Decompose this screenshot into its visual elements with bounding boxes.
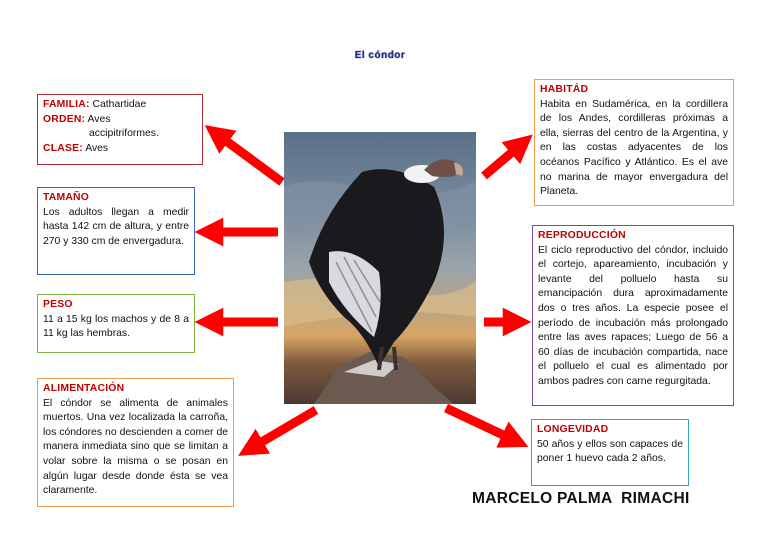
longevity-text: 50 años y ellos son capaces de poner 1 huevo cada 2 años. bbox=[537, 438, 683, 465]
arrow-to-alimentacion bbox=[248, 410, 316, 450]
clase-label: CLASE: bbox=[43, 142, 83, 154]
weight-text: 11 a 15 kg los machos y de 8 a 11 kg las hembras. bbox=[43, 313, 189, 340]
familia-value: Cathartidae bbox=[92, 99, 147, 110]
orden-line bbox=[43, 113, 197, 128]
condor-photo bbox=[284, 132, 476, 404]
clase-line bbox=[43, 142, 197, 157]
arrow-to-longevidad bbox=[446, 408, 518, 442]
orden-value-continued: accipitriformes. bbox=[89, 128, 159, 140]
habitat-box bbox=[534, 79, 734, 206]
size-box bbox=[37, 187, 195, 275]
orden-label: ORDEN: bbox=[43, 113, 86, 125]
author-name: MARCELO PALMA RIMACHI bbox=[472, 490, 690, 507]
orden-value: Aves bbox=[87, 113, 111, 125]
arrow-to-habitad bbox=[484, 142, 524, 176]
size-heading: TAMAÑO bbox=[43, 192, 90, 203]
poster-title: El cóndor bbox=[354, 50, 406, 61]
habitat-heading: HABITÁD bbox=[540, 84, 589, 95]
familia-line bbox=[43, 98, 197, 113]
size-text: Los adultos llegan a medir hasta 142 cm de altura, y entre 270 y 330 cm de envergadura. bbox=[43, 206, 189, 247]
feeding-text: El cóndor se alimenta de animales muertos. Una vez localizada la carroña, los cóndores no descienden a comer de manera inmediata sino que se limitan a volar sobre la misma o se posan en algún lugar desde donde ésta se vea claramente. bbox=[43, 397, 228, 497]
arrow-to-familia bbox=[214, 132, 282, 182]
weight-box bbox=[37, 294, 195, 353]
longevity-box bbox=[531, 419, 689, 486]
feeding-heading: ALIMENTACIÓN bbox=[43, 383, 125, 394]
weight-heading: PESO bbox=[43, 299, 73, 310]
reproduction-box bbox=[532, 225, 734, 406]
familia-label: FAMILIA: bbox=[43, 99, 90, 110]
clase-value: Aves bbox=[85, 142, 109, 154]
reproduction-heading: REPRODUCCIÓN bbox=[538, 230, 626, 241]
habitat-text: Habita en Sudamérica, en la cordillera de los Andes, cordilleras próximas a ella, sierras del centro de la Argentina, y en las costas adyacentes de los océanos Pacífico y Atlántico. Es el ave no marina de mayor envergadura del Planeta. bbox=[540, 98, 728, 198]
feeding-box bbox=[37, 378, 234, 507]
taxonomy-box bbox=[37, 94, 203, 165]
longevity-heading: LONGEVIDAD bbox=[537, 424, 609, 435]
reproduction-text: El ciclo reproductivo del cóndor, incluido el cortejo, apareamiento, incubación y levante del polluelo hasta su emancipación dura aproximadamente dos o tres años. La especie posee el período de incubación más prolongado entre las aves rapaces; Luego de 56 a 60 días de incubación compartida, nace el polluelo el cual es alimentado por ambos padres con carne regurgitada. bbox=[538, 244, 728, 387]
